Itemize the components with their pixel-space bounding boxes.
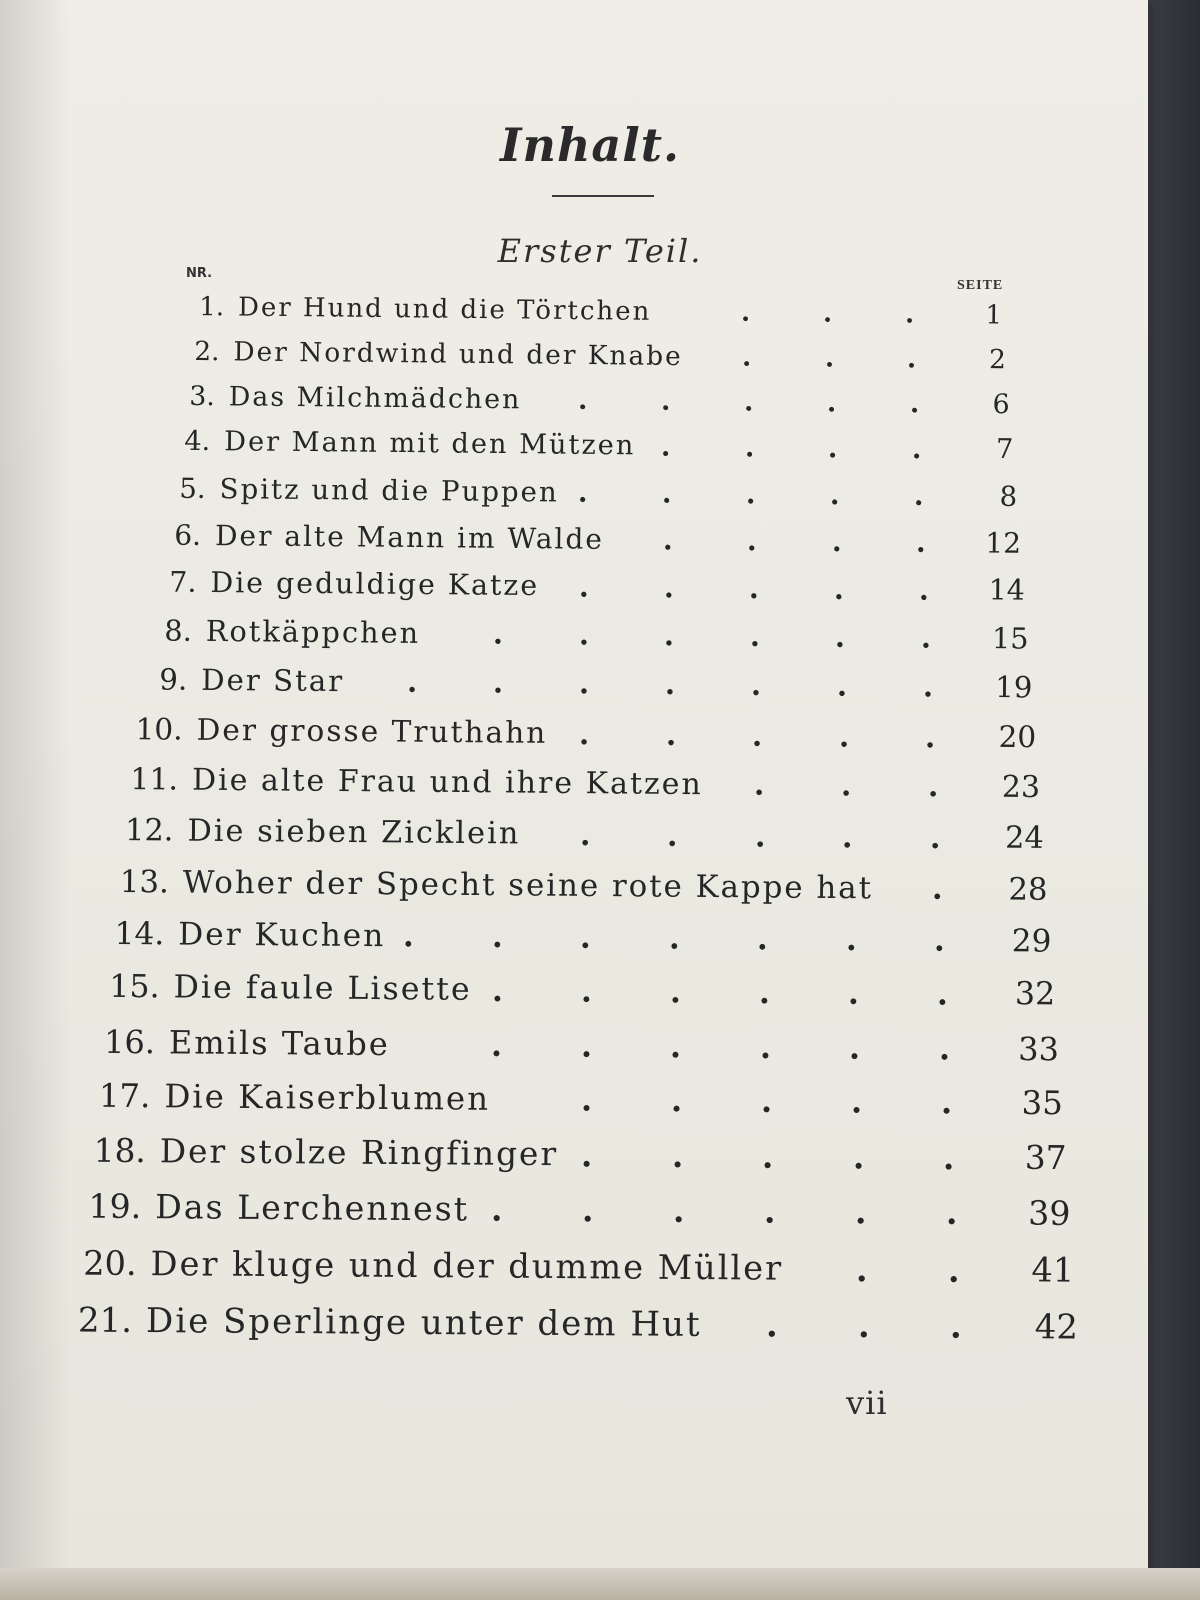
leader-dot: .	[740, 297, 751, 328]
leader-dot: .	[824, 342, 835, 374]
leader-dot: .	[491, 971, 504, 1010]
leader-dot: .	[918, 572, 930, 607]
toc-entry-title: Das Milchmädchen	[228, 380, 522, 415]
toc-entry-number: 3.	[189, 380, 216, 412]
toc-entry	[0, 612, 1148, 667]
leader-dot: .	[834, 620, 846, 655]
toc-entry-number: 15.	[109, 968, 160, 1006]
leader-dot: .	[840, 768, 852, 804]
leader-dot: .	[765, 1304, 778, 1346]
column-header-page: SEITE	[957, 278, 1004, 293]
toc-entry-number: 12.	[124, 812, 174, 848]
toc-entry-title: Der Hund und die Törtchen	[237, 292, 652, 327]
toc-entry-number: 20.	[83, 1243, 137, 1283]
toc-entry-page: 42	[1034, 1306, 1079, 1348]
toc-entry-page: 14	[988, 573, 1025, 607]
toc-entry-number: 4.	[184, 425, 211, 458]
toc-entry	[0, 812, 1148, 866]
leader-dot: .	[938, 1028, 951, 1068]
leader-dot: .	[581, 1190, 594, 1230]
title-rule	[552, 195, 654, 197]
leader-dot: .	[758, 974, 771, 1012]
leader-dot: .	[578, 617, 590, 652]
toc-entry	[0, 1300, 1148, 1352]
leader-dot: .	[743, 386, 754, 418]
toc-entry-number: 2.	[194, 336, 220, 368]
leader-dot: .	[947, 1249, 960, 1290]
toc-entry	[0, 968, 1148, 1021]
toc-entry-title: Der alte Mann im Walde	[214, 518, 605, 556]
toc-entry-number: 7.	[169, 565, 197, 600]
toc-entry-page: 8	[999, 479, 1018, 514]
leader-dot: .	[857, 1305, 870, 1346]
leader-dot: .	[913, 479, 924, 513]
leader-dot: .	[671, 1135, 684, 1175]
leader-dot: .	[490, 1025, 503, 1064]
leader-dot: .	[833, 572, 845, 607]
toc-entry-title: Die Sperlinge unter dem Hut	[145, 1300, 702, 1345]
leader-dot: .	[906, 343, 917, 375]
page-number: vii	[846, 1384, 888, 1422]
leader-dot: .	[841, 818, 853, 855]
leader-dot: .	[753, 767, 765, 803]
leader-dot: .	[490, 1189, 503, 1230]
toc-entry-page: 24	[1004, 820, 1044, 856]
leader-dot: .	[920, 620, 932, 655]
toc-entry	[0, 863, 1148, 917]
toc-entry-number: 13.	[119, 864, 169, 901]
leader-dot: .	[492, 616, 504, 651]
leader-dot: .	[750, 667, 762, 703]
leader-dot: .	[670, 1080, 683, 1120]
leader-dot: .	[664, 667, 676, 702]
leader-dot: .	[931, 870, 943, 907]
toc-entry	[0, 1131, 1148, 1184]
toc-entry-number: 14.	[114, 916, 165, 953]
toc-entry-title: Rotkäppchen	[205, 614, 421, 651]
leader-dot: .	[660, 385, 671, 417]
toc-entry-page: 19	[995, 670, 1033, 705]
toc-entry-number: 19.	[88, 1186, 142, 1227]
leader-dot: .	[838, 718, 850, 754]
leader-dot: .	[761, 1136, 774, 1176]
toc-entry-number: 6.	[174, 518, 202, 552]
toc-entry-page: 20	[998, 719, 1037, 754]
toc-entry-title: Emils Taube	[168, 1022, 390, 1063]
toc-entry-page: 32	[1014, 976, 1056, 1013]
leader-dot: .	[580, 1135, 593, 1175]
leader-dot: .	[845, 922, 858, 959]
leader-dot: .	[854, 1192, 867, 1232]
toc-entry-title: Die faule Lisette	[173, 969, 472, 1008]
leader-dot: .	[855, 1248, 868, 1289]
leader-dot: .	[831, 524, 842, 558]
leader-dot: .	[760, 1081, 773, 1120]
leader-dot: .	[663, 618, 675, 653]
leader-dot: .	[669, 973, 682, 1011]
leader-dot: .	[580, 1080, 593, 1119]
toc-entry-title: Der stolze Ringfinger	[159, 1131, 559, 1173]
toc-entry-title: Die geduldige Katze	[210, 566, 540, 603]
leader-dot: .	[745, 477, 756, 511]
section-title: Erster Teil.	[497, 232, 703, 270]
leader-dot: .	[942, 1137, 955, 1177]
leader-dot: .	[756, 921, 769, 958]
leader-dot: .	[578, 569, 590, 604]
leader-dot: .	[763, 1191, 776, 1232]
leader-dot: .	[746, 523, 757, 558]
toc-entry-page: 1	[985, 300, 1003, 331]
leader-dot: .	[933, 922, 946, 959]
leader-dot: .	[915, 525, 926, 559]
leader-dot: .	[661, 476, 672, 510]
leader-dot: .	[491, 919, 504, 956]
leader-dot: .	[929, 819, 941, 856]
toc-entry	[0, 470, 1148, 525]
toc-entry	[0, 915, 1148, 968]
toc-entry	[0, 1186, 1148, 1238]
column-header-nr: NR.	[186, 266, 213, 281]
leader-dot: .	[826, 387, 837, 419]
leader-dot: .	[663, 570, 675, 605]
toc-entry-number: 8.	[164, 613, 193, 649]
leader-dot: .	[940, 1083, 953, 1122]
leader-dot: .	[850, 1082, 863, 1121]
toc-entry	[0, 1022, 1148, 1075]
toc-entry	[0, 661, 1148, 715]
leader-dot: .	[580, 1026, 593, 1065]
toc-entry	[0, 517, 1148, 572]
leader-dot: .	[827, 432, 838, 465]
leader-dot: .	[579, 816, 591, 853]
table-surface	[0, 1568, 1200, 1600]
toc-entry-number: 5.	[179, 471, 206, 506]
toc-entry-title: Spitz und die Puppen	[219, 472, 559, 509]
page-title: Inhalt.	[500, 118, 680, 172]
leader-dot: .	[668, 920, 681, 957]
leader-dot: .	[848, 1028, 861, 1067]
leader-dot: .	[660, 430, 671, 463]
toc-entry-page: 2	[988, 344, 1006, 376]
leader-dot: .	[744, 431, 755, 464]
toc-entry-number: 1.	[199, 292, 225, 323]
leader-dot: .	[749, 619, 761, 654]
leader-dot: .	[577, 475, 588, 509]
toc-entry-number: 18.	[93, 1131, 146, 1170]
leader-dot: .	[580, 972, 593, 1010]
leader-dot: .	[936, 975, 949, 1013]
toc-entry-page: 41	[1031, 1249, 1075, 1290]
toc-entry	[0, 1243, 1148, 1295]
leader-dot: .	[836, 668, 848, 703]
leader-dot: .	[911, 433, 922, 466]
toc-entry-title: Woher der Specht seine rote Kappe hat	[182, 864, 874, 907]
leader-dot: .	[492, 665, 504, 700]
leader-dot: .	[577, 384, 588, 416]
leader-dot: .	[665, 716, 677, 752]
toc-entry-title: Der Mann mit den Mützen	[224, 426, 636, 462]
leader-dot: .	[662, 523, 673, 557]
toc-entry-page: 23	[1001, 769, 1041, 805]
toc-entry-number: 10.	[135, 711, 183, 747]
toc-entry-title: Die sieben Zicklein	[187, 813, 521, 851]
toc-entry-page: 29	[1011, 923, 1052, 960]
toc-entry-page: 35	[1021, 1083, 1063, 1122]
toc-entry	[0, 564, 1148, 619]
toc-entry-title: Der Kuchen	[178, 916, 386, 955]
toc-entry	[0, 711, 1148, 765]
toc-entry-number: 11.	[130, 761, 179, 798]
toc-entry-page: 6	[992, 388, 1010, 420]
toc-entry-title: Die Kaiserblumen	[164, 1077, 491, 1118]
leader-dot: .	[945, 1193, 958, 1233]
toc-entry-number: 9.	[159, 662, 188, 697]
toc-entry-number: 16.	[103, 1022, 156, 1061]
leader-dot: .	[741, 341, 752, 373]
leader-dot: .	[924, 718, 936, 754]
leader-dot: .	[754, 817, 766, 855]
toc-entry-title: Das Lerchennest	[155, 1187, 470, 1229]
leader-dot: .	[578, 666, 590, 701]
leader-dot: .	[759, 1027, 772, 1066]
leader-dot: .	[579, 919, 592, 957]
leader-dot: .	[578, 715, 590, 751]
leader-dot: .	[904, 299, 915, 330]
leader-dot: .	[751, 717, 763, 753]
leader-dot: .	[669, 1026, 682, 1065]
toc-entry-title: Der kluge und der dumme Müller	[150, 1243, 784, 1288]
leader-dot: .	[852, 1137, 865, 1177]
leader-dot: .	[406, 664, 418, 699]
leader-dot: .	[402, 918, 415, 955]
toc-entry-number: 21.	[77, 1300, 133, 1341]
leader-dot: .	[666, 817, 678, 854]
toc-entry-page: 7	[995, 433, 1014, 466]
toc-entry-page: 33	[1018, 1029, 1060, 1068]
toc-entry-page: 28	[1008, 871, 1048, 908]
toc-entry	[0, 1076, 1148, 1129]
leader-dot: .	[829, 478, 840, 512]
leader-dot: .	[922, 669, 934, 704]
toc-entry-page: 37	[1024, 1138, 1067, 1177]
leader-dot: .	[748, 571, 760, 606]
leader-dot: .	[949, 1306, 962, 1347]
leader-dot: .	[927, 768, 939, 804]
leader-dot: .	[822, 298, 833, 329]
toc-entry-page: 12	[985, 526, 1022, 560]
toc-entry-title: Der Nordwind und der Knabe	[233, 336, 683, 373]
toc-entry-page: 15	[991, 621, 1029, 656]
toc-entry-number: 17.	[98, 1076, 151, 1115]
leader-dot: .	[672, 1191, 685, 1231]
toc-entry-title: Die alte Frau und ihre Katzen	[191, 762, 703, 802]
toc-entry-page: 39	[1028, 1193, 1071, 1234]
toc-entry	[0, 761, 1148, 815]
toc-entry-title: Der grosse Truthahn	[196, 712, 548, 750]
leader-dot: .	[909, 387, 920, 419]
toc-entry-title: Der Star	[201, 662, 345, 699]
leader-dot: .	[847, 974, 860, 1012]
